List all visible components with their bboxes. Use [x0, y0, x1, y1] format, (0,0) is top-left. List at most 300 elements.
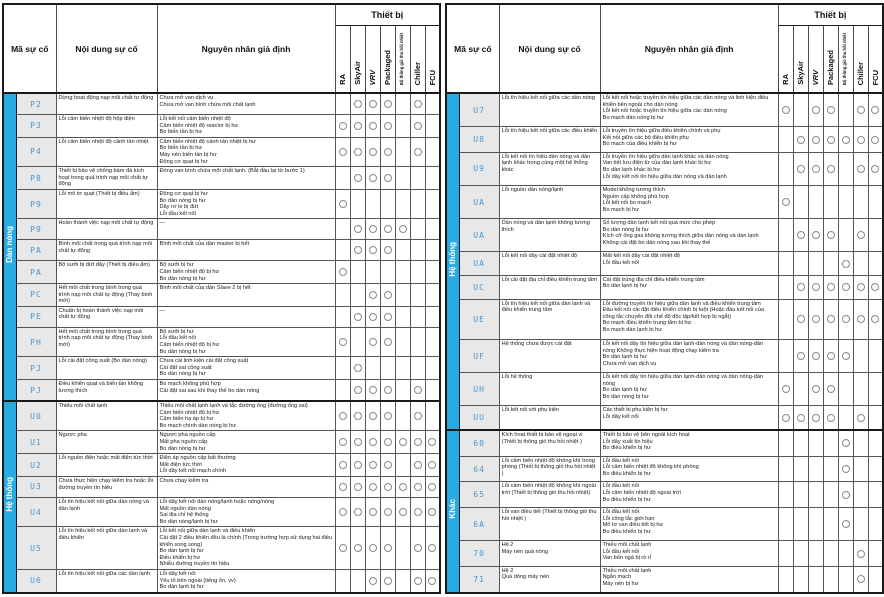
device-mark-cell: [395, 431, 410, 454]
device-mark-cell: [823, 482, 838, 508]
error-code: P3: [16, 115, 56, 138]
applicable-circle-icon: [354, 386, 362, 394]
applicable-circle-icon: [842, 491, 850, 499]
device-mark-cell: [425, 167, 440, 190]
applicable-circle-icon: [414, 544, 422, 552]
cause-text: Chưa mở van dịch vụ Chưa mở van bình chứa môi chất lạnh: [157, 93, 335, 115]
device-mark-cell: [410, 569, 425, 592]
applicable-circle-icon: [384, 386, 392, 394]
applicable-circle-icon: [369, 483, 377, 491]
applicable-circle-icon: [369, 100, 377, 108]
device-mark-cell: [823, 275, 838, 299]
device-mark-cell: [380, 115, 395, 138]
device-mark-cell: [335, 357, 350, 380]
applicable-circle-icon: [797, 283, 805, 291]
fault-row: [446, 482, 883, 508]
device-header-hrv: Bộ thông gió thu hồi nhiệt: [395, 26, 410, 94]
device-mark-cell: [425, 327, 440, 356]
device-mark-cell: [425, 454, 440, 477]
fault-row: [446, 406, 883, 430]
device-mark-cell: [778, 430, 793, 456]
device-mark-cell: [335, 497, 350, 526]
device-mark-cell: [350, 497, 365, 526]
device-mark-cell: [365, 497, 380, 526]
device-mark-cell: [335, 327, 350, 356]
issue-text: Lỗi cài đặt địa chỉ điều khiển trung tâm: [499, 275, 600, 299]
device-mark-cell: [808, 340, 823, 373]
applicable-circle-icon: [857, 106, 865, 114]
cause-text: Lỗi dây kết nối Yếu tố bên ngoài (tiếng ồn, vv) Bo dàn lạnh bị hư: [157, 569, 335, 592]
issue-text: Thiết bị bảo vệ chống bám đá kích hoạt trong quá trình nạp môi chất tự động: [56, 167, 157, 190]
device-mark-cell: [853, 219, 868, 252]
device-mark-cell: [335, 189, 350, 218]
device-mark-cell: [410, 189, 425, 218]
device-mark-cell: [410, 380, 425, 402]
device-mark-cell: [838, 508, 853, 541]
applicable-circle-icon: [384, 246, 392, 254]
applicable-circle-icon: [414, 438, 422, 446]
device-mark-cell: [778, 185, 793, 218]
device-mark-cell: [868, 185, 883, 218]
fault-row: [3, 431, 440, 454]
error-code: PA: [16, 261, 56, 284]
applicable-circle-icon: [369, 386, 377, 394]
applicable-circle-icon: [339, 338, 347, 346]
device-mark-cell: [410, 327, 425, 356]
issue-text: Kích hoạt thiết bị bảo vệ ngoại vi (Thiết bị thông gió thu hồi nhiệt ): [499, 430, 600, 456]
device-mark-cell: [365, 306, 380, 327]
device-mark-cell: [823, 152, 838, 185]
column-header-devices: Thiết bị: [778, 4, 883, 26]
error-code: 65: [459, 482, 499, 508]
applicable-circle-icon: [369, 174, 377, 182]
device-mark-cell: [808, 127, 823, 153]
device-mark-cell: [410, 284, 425, 307]
applicable-circle-icon: [369, 412, 377, 420]
device-mark-cell: [350, 401, 365, 431]
device-mark-cell: [425, 189, 440, 218]
error-code: PH: [16, 327, 56, 356]
error-code: PJ: [16, 357, 56, 380]
applicable-circle-icon: [384, 100, 392, 108]
device-mark-cell: [395, 261, 410, 284]
cause-text: Bình môi chất của dàn Slave 2 bị hết: [157, 284, 335, 307]
applicable-circle-icon: [369, 438, 377, 446]
applicable-circle-icon: [399, 508, 407, 516]
device-mark-cell: [868, 127, 883, 153]
device-mark-cell: [410, 240, 425, 261]
issue-text: Lỗi tín hiệu kết nối giữa các dàn nóng: [499, 93, 600, 127]
applicable-circle-icon: [369, 544, 377, 552]
issue-text: Bình môi chất trong quá trình nạp môi chất tự động: [56, 240, 157, 261]
device-mark-cell: [335, 454, 350, 477]
group-label-cell: [446, 430, 459, 593]
device-mark-cell: [868, 152, 883, 185]
device-mark-cell: [838, 93, 853, 127]
applicable-circle-icon: [812, 136, 820, 144]
device-mark-cell: [823, 456, 838, 482]
device-mark-cell: [808, 508, 823, 541]
issue-text: Lỗi cảm biến nhiệt độ không khí ngoài trời (Thiết bị thông gió thu hồi nhiệt): [499, 482, 600, 508]
error-code: UC: [459, 275, 499, 299]
device-mark-cell: [350, 167, 365, 190]
device-mark-cell: [425, 284, 440, 307]
device-mark-cell: [838, 566, 853, 592]
device-mark-cell: [410, 261, 425, 284]
issue-text: Lỗi kết nối tín hiệu dàn nóng và dàn lạnh khác trong cùng một hệ thống khác: [499, 152, 600, 185]
fault-row: [446, 152, 883, 185]
fault-row: [446, 508, 883, 541]
device-mark-cell: [365, 115, 380, 138]
device-mark-cell: [350, 527, 365, 570]
error-code: U8: [459, 127, 499, 153]
applicable-circle-icon: [369, 291, 377, 299]
cause-text: Điện áp nguồn cấp bất thường Mất điện tức thời Lỗi dây kết nối mạch chính: [157, 454, 335, 477]
device-mark-cell: [425, 569, 440, 592]
applicable-circle-icon: [414, 100, 422, 108]
device-mark-cell: [823, 299, 838, 340]
applicable-circle-icon: [369, 246, 377, 254]
applicable-circle-icon: [428, 438, 436, 446]
device-mark-cell: [410, 476, 425, 497]
device-mark-cell: [380, 261, 395, 284]
device-mark-cell: [425, 240, 440, 261]
issue-text: Điều khiển quạt và biến tần không tương thích: [56, 380, 157, 402]
device-mark-cell: [778, 152, 793, 185]
device-mark-cell: [380, 380, 395, 402]
device-mark-cell: [868, 93, 883, 127]
cause-text: Lỗi kết nối cảm biến nhiệt độ Cảm biến nhiệt độ reactor bị hư Bo biến tần bị hư: [157, 115, 335, 138]
applicable-circle-icon: [414, 483, 422, 491]
device-mark-cell: [425, 476, 440, 497]
applicable-circle-icon: [354, 508, 362, 516]
applicable-circle-icon: [428, 461, 436, 469]
device-mark-cell: [838, 373, 853, 406]
device-mark-cell: [853, 340, 868, 373]
issue-text: Lỗi tín hiệu kết nối giữa các điều khiển: [499, 127, 600, 153]
fault-row: [446, 456, 883, 482]
device-mark-cell: [868, 566, 883, 592]
fault-row: [3, 569, 440, 592]
applicable-circle-icon: [384, 338, 392, 346]
applicable-circle-icon: [871, 283, 879, 291]
device-mark-cell: [778, 299, 793, 340]
device-mark-cell: [838, 185, 853, 218]
device-mark-cell: [823, 93, 838, 127]
group-label-cell: [3, 401, 16, 593]
device-mark-cell: [395, 93, 410, 115]
device-mark-cell: [350, 306, 365, 327]
device-mark-cell: [380, 569, 395, 592]
device-mark-cell: [868, 340, 883, 373]
applicable-circle-icon: [354, 313, 362, 321]
applicable-circle-icon: [369, 122, 377, 130]
applicable-circle-icon: [384, 461, 392, 469]
device-mark-cell: [778, 541, 793, 567]
device-mark-cell: [410, 219, 425, 240]
applicable-circle-icon: [812, 106, 820, 114]
device-mark-cell: [410, 357, 425, 380]
fault-row: [3, 497, 440, 526]
device-mark-cell: [823, 508, 838, 541]
fault-row: [3, 284, 440, 307]
cause-text: Cài đặt trùng địa chỉ điều khiển trung tâm Bo dàn lạnh bị hư: [600, 275, 778, 299]
device-mark-cell: [853, 430, 868, 456]
device-mark-cell: [838, 340, 853, 373]
device-mark-cell: [335, 240, 350, 261]
device-mark-cell: [778, 127, 793, 153]
cause-text: Chưa chạy kiểm tra: [157, 476, 335, 497]
device-mark-cell: [395, 306, 410, 327]
device-mark-cell: [793, 508, 808, 541]
device-mark-cell: [335, 167, 350, 190]
group-label-cell: [3, 93, 16, 401]
device-mark-cell: [808, 219, 823, 252]
cause-text: —: [157, 219, 335, 240]
device-mark-cell: [380, 93, 395, 115]
device-mark-cell: [395, 380, 410, 402]
issue-text: Lỗi cảm biến nhiệt độ cánh tản nhiệt: [56, 137, 157, 166]
device-mark-cell: [395, 476, 410, 497]
device-header-packaged: Packaged: [380, 26, 395, 94]
applicable-circle-icon: [414, 122, 422, 130]
applicable-circle-icon: [428, 508, 436, 516]
fault-row: [3, 306, 440, 327]
cause-text: Lỗi kết nối hoặc truyền tín hiệu giữa các dàn nóng và linh kiện điều khiển bên ngoài cho dàn nóng Lỗi kết nối hoặc truyền tín hiệu giữa các dàn nóng Bo mạch dàn nóng bị hư: [600, 93, 778, 127]
applicable-circle-icon: [414, 148, 422, 156]
group-label: Hệ thống: [447, 241, 457, 277]
device-mark-cell: [410, 306, 425, 327]
device-mark-cell: [838, 299, 853, 340]
device-mark-cell: [853, 406, 868, 430]
device-mark-cell: [395, 327, 410, 356]
device-mark-cell: [793, 127, 808, 153]
device-mark-cell: [425, 115, 440, 138]
device-mark-cell: [823, 340, 838, 373]
device-mark-cell: [425, 93, 440, 115]
group-label: Khác: [447, 499, 457, 519]
error-code: P8: [16, 167, 56, 190]
applicable-circle-icon: [827, 106, 835, 114]
device-mark-cell: [365, 431, 380, 454]
applicable-circle-icon: [812, 385, 820, 393]
applicable-circle-icon: [428, 483, 436, 491]
device-mark-cell: [335, 219, 350, 240]
error-code: U7: [459, 93, 499, 127]
error-code: 60: [459, 430, 499, 456]
cause-text: Thiết bị bảo vệ bên ngoài kích hoạt Lỗi dây xuất tín hiệu Bo điều khiển bị hư: [600, 430, 778, 456]
device-mark-cell: [838, 275, 853, 299]
device-mark-cell: [778, 219, 793, 252]
applicable-circle-icon: [842, 315, 850, 323]
device-mark-cell: [808, 373, 823, 406]
applicable-circle-icon: [857, 165, 865, 173]
applicable-circle-icon: [339, 461, 347, 469]
applicable-circle-icon: [414, 508, 422, 516]
device-mark-cell: [410, 527, 425, 570]
device-mark-cell: [823, 219, 838, 252]
applicable-circle-icon: [414, 412, 422, 420]
applicable-circle-icon: [827, 283, 835, 291]
issue-text: Hệ 2 Quá dòng máy nén: [499, 566, 600, 592]
error-code: 6A: [459, 508, 499, 541]
fault-row: [3, 115, 440, 138]
fault-row: [446, 566, 883, 592]
applicable-circle-icon: [354, 438, 362, 446]
applicable-circle-icon: [782, 198, 790, 206]
device-mark-cell: [395, 569, 410, 592]
device-mark-cell: [838, 482, 853, 508]
error-code: PJ: [16, 380, 56, 402]
column-header-issue: Nội dung sự cố: [56, 4, 157, 93]
error-code: U1: [16, 431, 56, 454]
device-mark-cell: [350, 357, 365, 380]
applicable-circle-icon: [384, 577, 392, 585]
applicable-circle-icon: [399, 438, 407, 446]
issue-text: Lỗi cảm biến nhiệt độ hộp điện: [56, 115, 157, 138]
issue-text: Hệ thống chưa được cài đặt: [499, 340, 600, 373]
fault-row: [3, 137, 440, 166]
device-mark-cell: [335, 527, 350, 570]
device-mark-cell: [350, 219, 365, 240]
device-mark-cell: [350, 327, 365, 356]
applicable-circle-icon: [399, 225, 407, 233]
applicable-circle-icon: [339, 412, 347, 420]
device-mark-cell: [365, 476, 380, 497]
device-mark-cell: [868, 252, 883, 276]
device-mark-cell: [380, 219, 395, 240]
issue-text: Lỗi hệ thống: [499, 373, 600, 406]
device-mark-cell: [380, 357, 395, 380]
device-mark-cell: [335, 476, 350, 497]
device-mark-cell: [350, 93, 365, 115]
applicable-circle-icon: [354, 225, 362, 233]
device-mark-cell: [808, 430, 823, 456]
device-mark-cell: [778, 456, 793, 482]
error-code: P9: [16, 189, 56, 218]
applicable-circle-icon: [384, 313, 392, 321]
column-header-devices: Thiết bị: [335, 4, 440, 26]
error-code: U0: [16, 401, 56, 431]
device-mark-cell: [838, 252, 853, 276]
device-header-vrv: VRV: [365, 26, 380, 94]
applicable-circle-icon: [339, 122, 347, 130]
device-mark-cell: [823, 127, 838, 153]
issue-text: Lỗi tín hiệu kết nối giữa dàn lạnh và điều khiển trung tâm: [499, 299, 600, 340]
device-header-chiller: Chiller: [410, 26, 425, 94]
device-mark-cell: [350, 380, 365, 402]
issue-text: Ngược pha: [56, 431, 157, 454]
device-mark-cell: [793, 340, 808, 373]
issue-text: Lỗi cảm biến nhiệt độ không khí trong phòng (Thiết bị thông gió thu hồi nhiệt ): [499, 456, 600, 482]
device-mark-cell: [365, 189, 380, 218]
applicable-circle-icon: [842, 136, 850, 144]
applicable-circle-icon: [414, 577, 422, 585]
device-mark-cell: [380, 431, 395, 454]
device-mark-cell: [823, 252, 838, 276]
fault-table-right: [445, 3, 884, 594]
device-mark-cell: [365, 327, 380, 356]
applicable-circle-icon: [812, 231, 820, 239]
applicable-circle-icon: [354, 122, 362, 130]
applicable-circle-icon: [842, 283, 850, 291]
applicable-circle-icon: [384, 544, 392, 552]
device-header-skyair: SkyAir: [350, 26, 365, 94]
fault-row: [446, 340, 883, 373]
device-header-vrv: VRV: [808, 26, 823, 94]
column-header-code: Mã sự cố: [446, 4, 499, 93]
error-code: P9: [16, 219, 56, 240]
device-mark-cell: [868, 482, 883, 508]
applicable-circle-icon: [369, 461, 377, 469]
device-mark-cell: [778, 406, 793, 430]
device-mark-cell: [380, 284, 395, 307]
applicable-circle-icon: [354, 461, 362, 469]
device-mark-cell: [793, 541, 808, 567]
device-mark-cell: [365, 261, 380, 284]
error-code: 71: [459, 566, 499, 592]
error-code: P4: [16, 137, 56, 166]
device-mark-cell: [380, 240, 395, 261]
device-mark-cell: [395, 527, 410, 570]
fault-row: [3, 357, 440, 380]
device-mark-cell: [380, 189, 395, 218]
device-mark-cell: [350, 137, 365, 166]
device-mark-cell: [410, 454, 425, 477]
device-header-ra: RA: [335, 26, 350, 94]
device-header-ra: RA: [778, 26, 793, 94]
applicable-circle-icon: [428, 577, 436, 585]
error-code: U5: [16, 527, 56, 570]
device-mark-cell: [425, 431, 440, 454]
applicable-circle-icon: [782, 414, 790, 422]
error-code: U3: [16, 476, 56, 497]
applicable-circle-icon: [797, 136, 805, 144]
applicable-circle-icon: [797, 231, 805, 239]
device-mark-cell: [335, 115, 350, 138]
issue-text: Hoàn thành việc nạp môi chất tự động: [56, 219, 157, 240]
applicable-circle-icon: [827, 385, 835, 393]
applicable-circle-icon: [857, 315, 865, 323]
device-mark-cell: [778, 373, 793, 406]
cause-text: Bo mạch không phù hợp Cài đặt sai sau khi thay thế bo dàn nóng: [157, 380, 335, 402]
issue-text: Bộ sưởi bị đứt dây (Thiết bị điều ẩm): [56, 261, 157, 284]
error-code: 64: [459, 456, 499, 482]
device-mark-cell: [335, 284, 350, 307]
device-mark-cell: [793, 430, 808, 456]
applicable-circle-icon: [384, 291, 392, 299]
device-mark-cell: [350, 454, 365, 477]
device-mark-cell: [793, 93, 808, 127]
fault-row: [446, 299, 883, 340]
device-mark-cell: [793, 219, 808, 252]
applicable-circle-icon: [827, 165, 835, 173]
fault-row: [3, 527, 440, 570]
applicable-circle-icon: [827, 414, 835, 422]
applicable-circle-icon: [369, 225, 377, 233]
cause-text: Lỗi đầu kết nối Lỗi cảm biến nhiệt độ ngoài trời Bo điều khiển bị hư: [600, 482, 778, 508]
group-label-cell: [446, 93, 459, 430]
error-code: PC: [16, 284, 56, 307]
applicable-circle-icon: [797, 414, 805, 422]
applicable-circle-icon: [339, 200, 347, 208]
applicable-circle-icon: [842, 520, 850, 528]
device-mark-cell: [808, 406, 823, 430]
device-mark-cell: [823, 373, 838, 406]
device-mark-cell: [350, 284, 365, 307]
applicable-circle-icon: [354, 148, 362, 156]
device-mark-cell: [778, 340, 793, 373]
